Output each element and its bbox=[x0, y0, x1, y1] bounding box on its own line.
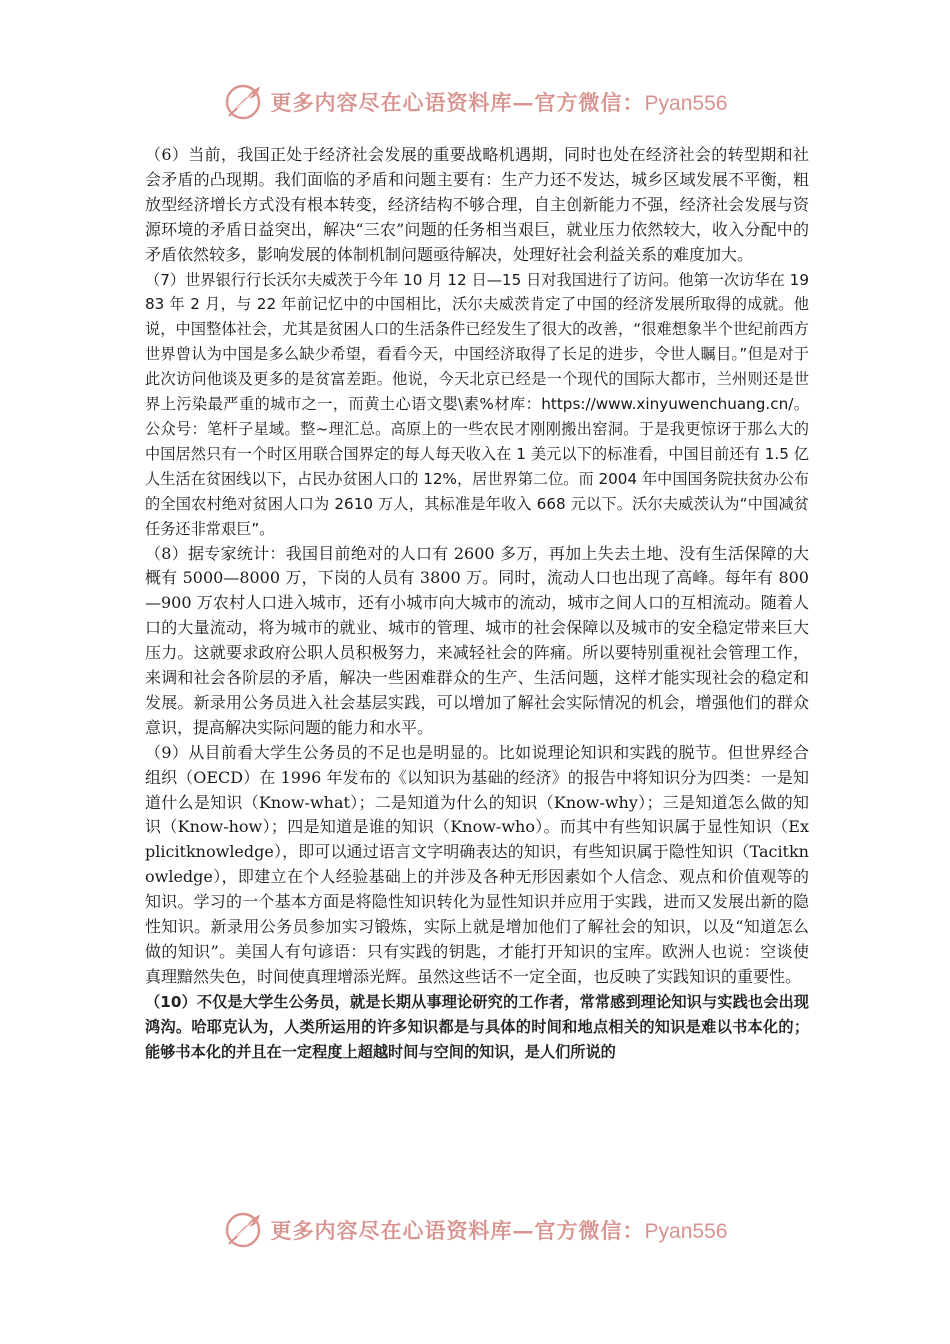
paragraph-9: （9）从目前看大学生公务员的不足也是明显的。比如说理论知识和实践的脱节。但世界经合组织（OECD）在 1996 年发布的《以知识为基础的经济》的报告中将知识分为四类：一是知道什么是知识（Know-what）；二是知道为什么的知识（Know-why）；三是知道怎么做的知识（Know-how）；四是知道是谁的知识（Know-who）。而其中有些知识属于显性知识（Explicitknowledge），即可以通过语言文字明确表达的知识，有些知识属于隐性知识（Tacitknowledge），即建立在个人经验基础上的并涉及各种无形因素如个人信念、观点和价值观等的知识。学习的一个基本方面是将隐性知识转化为显性知识并应用于实践，进而又发展出新的隐性知识。新录用公务员参加实习锻炼，实际上就是增加他们了解社会的知识，以及“知道怎么做的知识”。美国人有句谚语：只有实践的钥匙，才能打开知识的宝库。欧洲人也说：空谈使真理黯然失色，时间使真理增添光辉。虽然这些话不一定全面，也反映了实践知识的重要性。 bbox=[145, 742, 809, 986]
paragraph-7: （7）世界银行行长沃尔夫威茨于今年 10 月 12 日—15 日对我国进行了访问。他第一次访华在 1983 年 2 月，与 22 年前记忆中的中国相比，沃尔夫威茨肯定了中国的经济发展所取得的成就。他说，中国整体社会，尤其是贫困人口的生活条件已经发生了很大的改善，“很难想象半个世纪前西方世界曾认为中国是多么缺少希望，看看今天，中国经济取得了长足的进步，令世人瞩目。”但是对于此次访问他谈及更多的是贫富差距。他说，今天北京已经是一个现代的国际大都市，兰州则还是世界上污染最严重的城市之一，而黄土心语文嬰\素%材库：https://www.xinyuwenchuang.cn/。公众号：笔杆子星域。整~理汇总。高原上的一些农民才刚刚搬出窑洞。于是我更惊讶于那么大的中国居然只有一个时区用联合国界定的每人每天收入在 1 美元以下的标准看，中国目前还有 1.5 亿人生活在贫困线以下，占民办贫困人口的 12%，居世界第二位。而 2004 年中国国务院扶贫办公布的全国农村绝对贫困人口为 2610 万人，其标准是年收入 668 元以下。沃尔夫威茨认为“中国减贫任务还非常艰巨”。 bbox=[145, 270, 810, 538]
document-body bbox=[145, 143, 809, 1065]
footer-watermark-banner bbox=[0, 1208, 950, 1252]
quill-pen-logo-icon bbox=[223, 1210, 263, 1250]
paragraph-10: （10）不仅是大学生公务员，就是长期从事理论研究的工作者，常常感到理论知识与实践也会出现鸿沟。哈耶克认为，人类所运用的许多知识都是与具体的时间和地点相关的知识是难以书本化的；能够书本化的并且在一定程度上超越时间与空间的知识，是人们所说的 bbox=[145, 992, 809, 1061]
paragraph-6: （6）当前，我国正处于经济社会发展的重要战略机遇期，同时也处在经济社会的转型期和社会矛盾的凸现期。我们面临的矛盾和问题主要有：生产力还不发达，城乡区域发展不平衡，粗放型经济增长方式没有根本转变，经济结构不够合理，自主创新能力不强，经济社会发展与资源环境的矛盾日益突出，解决“三农”问题的任务相当艰巨，就业压力依然较大，收入分配中的矛盾依然较多，影响发展的体制机制问题亟待解决，处理好社会利益关系的难度加大。 bbox=[145, 145, 809, 264]
header-watermark-banner bbox=[0, 80, 950, 124]
paragraph-8: （8）据专家统计：我国目前绝对的人口有 2600 多万，再加上失去土地、没有生活保障的大概有 5000—8000 万，下岗的人员有 3800 万。同时，流动人口也出现了高峰。每年有 800—900 万农村人口进入城市，还有小城市向大城市的流动，城市之间人口的互相流动。随着人口的大量流动，将为城市的就业、城市的管理、城市的社会保障以及城市的安全稳定带来巨大压力。这就要求政府公职人员积极努力，来减轻社会的阵痛。所以要特别重视社会管理工作，来调和社会各阶层的矛盾，解决一些困难群众的生产、生活问题，这样才能实现社会的稳定和发展。新录用公务员进入社会基层实践，可以增加了解社会实际情况的机会，增强他们的群众意识，提高解决实际问题的能力和水平。 bbox=[145, 543, 809, 737]
banner-wechat-id: Pyan556 bbox=[644, 92, 728, 115]
quill-pen-logo-icon bbox=[223, 82, 263, 122]
banner-text: 更多内容尽在心语资料库—官方微信：Pyan556 bbox=[270, 90, 728, 115]
banner-wechat-id: Pyan556 bbox=[644, 1220, 728, 1243]
banner-text: 更多内容尽在心语资料库—官方微信：Pyan556 bbox=[270, 1218, 728, 1243]
